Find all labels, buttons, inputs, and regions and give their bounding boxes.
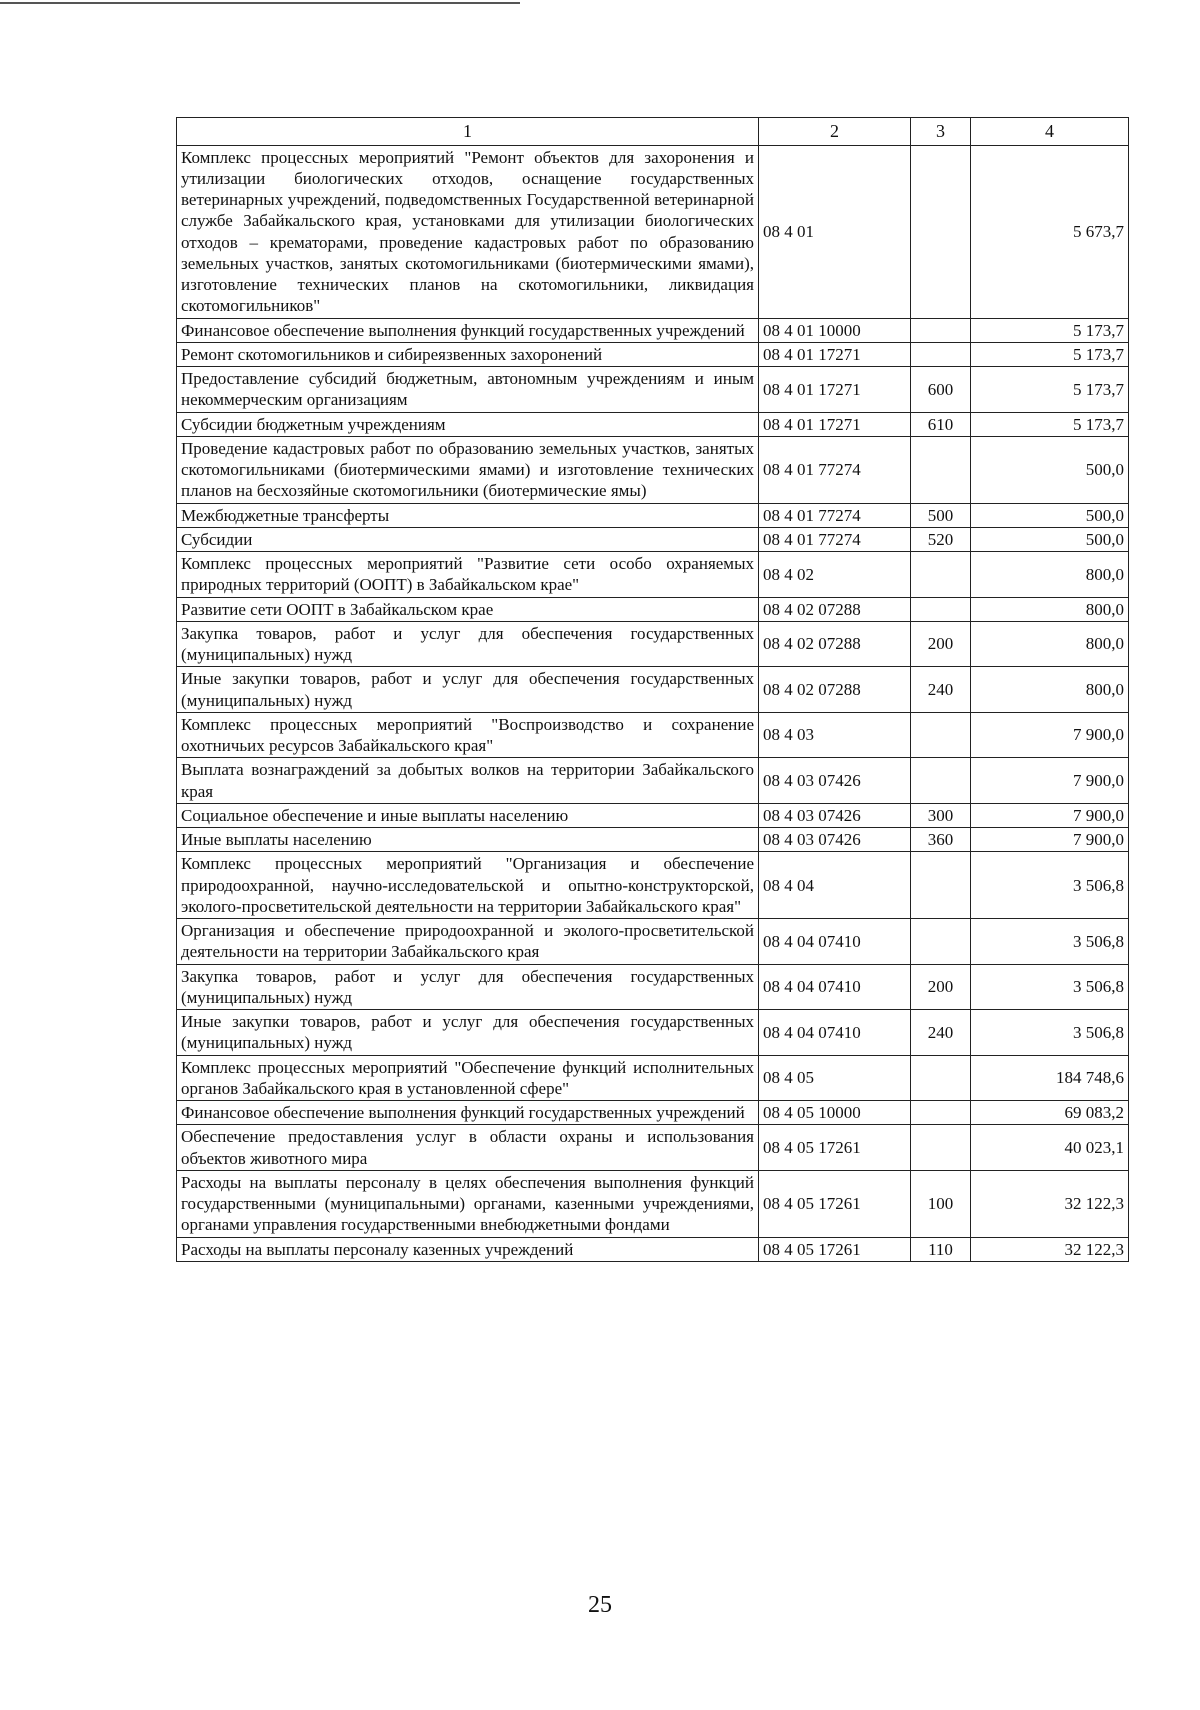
cell-expense-type: [911, 1125, 971, 1171]
cell-name: Комплекс процессных мероприятий "Организация и обеспечение природоохранной, научно-исследовательской и опытно-конструкторской, эколого-просветительской деятельности на территории Забайкальского края": [177, 852, 759, 919]
table-row: [177, 436, 1129, 503]
cell-code: 08 4 01 10000: [759, 318, 911, 342]
table-row: [177, 1101, 1129, 1125]
cell-amount: 7 900,0: [971, 828, 1129, 852]
cell-name: Финансовое обеспечение выполнения функций государственных учреждений: [177, 1101, 759, 1125]
header-col-1: 1: [177, 118, 759, 146]
cell-name: Финансовое обеспечение выполнения функций государственных учреждений: [177, 318, 759, 342]
cell-name: Развитие сети ООПТ в Забайкальском крае: [177, 597, 759, 621]
cell-expense-type: 110: [911, 1237, 971, 1261]
cell-name: Межбюджетные трансферты: [177, 503, 759, 527]
page-number: 25: [588, 1592, 612, 1618]
cell-code: 08 4 02 07288: [759, 667, 911, 713]
cell-name: Субсидии бюджетным учреждениям: [177, 412, 759, 436]
cell-amount: 5 173,7: [971, 412, 1129, 436]
cell-expense-type: 600: [911, 367, 971, 413]
table-row: [177, 1010, 1129, 1056]
table-row: [177, 367, 1129, 413]
cell-expense-type: [911, 852, 971, 919]
cell-expense-type: [911, 552, 971, 598]
table-row: [177, 964, 1129, 1010]
cell-name: Предоставление субсидий бюджетным, автономным учреждениям и иным некоммерческим организациям: [177, 367, 759, 413]
cell-name: Иные закупки товаров, работ и услуг для обеспечения государственных (муниципальных) нужд: [177, 1010, 759, 1056]
cell-amount: 800,0: [971, 621, 1129, 667]
table-row: [177, 852, 1129, 919]
cell-amount: 40 023,1: [971, 1125, 1129, 1171]
cell-amount: 800,0: [971, 597, 1129, 621]
cell-expense-type: [911, 1055, 971, 1101]
cell-expense-type: 240: [911, 667, 971, 713]
cell-name: Закупка товаров, работ и услуг для обеспечения государственных (муниципальных) нужд: [177, 964, 759, 1010]
cell-expense-type: 500: [911, 503, 971, 527]
cell-expense-type: 520: [911, 527, 971, 551]
cell-amount: 184 748,6: [971, 1055, 1129, 1101]
cell-code: 08 4 04 07410: [759, 919, 911, 965]
cell-amount: 3 506,8: [971, 852, 1129, 919]
cell-name: Комплекс процессных мероприятий "Развитие сети особо охраняемых природных территорий (ООПТ) в Забайкальском крае": [177, 552, 759, 598]
table-row: [177, 1055, 1129, 1101]
cell-amount: 5 173,7: [971, 367, 1129, 413]
table-row: [177, 621, 1129, 667]
cell-name: Закупка товаров, работ и услуг для обеспечения государственных (муниципальных) нужд: [177, 621, 759, 667]
cell-code: 08 4 05: [759, 1055, 911, 1101]
cell-expense-type: [911, 1101, 971, 1125]
cell-code: 08 4 05 10000: [759, 1101, 911, 1125]
cell-name: Социальное обеспечение и иные выплаты населению: [177, 803, 759, 827]
cell-expense-type: [911, 342, 971, 366]
cell-expense-type: [911, 145, 971, 318]
table-row: [177, 597, 1129, 621]
cell-name: Субсидии: [177, 527, 759, 551]
cell-expense-type: 200: [911, 964, 971, 1010]
cell-amount: 3 506,8: [971, 1010, 1129, 1056]
cell-code: 08 4 02 07288: [759, 597, 911, 621]
cell-expense-type: [911, 318, 971, 342]
cell-amount: 5 173,7: [971, 318, 1129, 342]
cell-code: 08 4 01 17271: [759, 367, 911, 413]
cell-expense-type: [911, 436, 971, 503]
cell-code: 08 4 03: [759, 712, 911, 758]
table-row: [177, 712, 1129, 758]
cell-name: Комплекс процессных мероприятий "Воспроизводство и сохранение охотничьих ресурсов Забайкальского края": [177, 712, 759, 758]
cell-name: Ремонт скотомогильников и сибиреязвенных захоронений: [177, 342, 759, 366]
cell-name: Проведение кадастровых работ по образованию земельных участков, занятых скотомогильниками (биотермическими ямами) и изготовление технических планов на бесхозяйные скотомогильники (биотермические ямы): [177, 436, 759, 503]
cell-code: 08 4 05 17261: [759, 1237, 911, 1261]
table-row: [177, 412, 1129, 436]
cell-code: 08 4 01 77274: [759, 527, 911, 551]
cell-code: 08 4 01 77274: [759, 503, 911, 527]
cell-amount: 800,0: [971, 552, 1129, 598]
table-header-row: [177, 118, 1129, 146]
table-row: [177, 1237, 1129, 1261]
cell-amount: 500,0: [971, 436, 1129, 503]
cell-expense-type: 240: [911, 1010, 971, 1056]
cell-code: 08 4 04 07410: [759, 964, 911, 1010]
cell-code: 08 4 05 17261: [759, 1125, 911, 1171]
cell-code: 08 4 01 77274: [759, 436, 911, 503]
table-row: [177, 803, 1129, 827]
cell-name: Обеспечение предоставления услуг в области охраны и использования объектов животного мира: [177, 1125, 759, 1171]
cell-expense-type: 360: [911, 828, 971, 852]
table-row: [177, 1170, 1129, 1237]
cell-code: 08 4 02 07288: [759, 621, 911, 667]
cell-code: 08 4 04: [759, 852, 911, 919]
table-row: [177, 318, 1129, 342]
scan-top-border: [0, 2, 520, 4]
cell-expense-type: 610: [911, 412, 971, 436]
table-row: [177, 145, 1129, 318]
cell-amount: 500,0: [971, 503, 1129, 527]
cell-amount: 32 122,3: [971, 1170, 1129, 1237]
cell-code: 08 4 02: [759, 552, 911, 598]
cell-expense-type: [911, 919, 971, 965]
cell-amount: 7 900,0: [971, 712, 1129, 758]
cell-code: 08 4 03 07426: [759, 828, 911, 852]
table-row: [177, 919, 1129, 965]
cell-amount: 5 673,7: [971, 145, 1129, 318]
cell-expense-type: 100: [911, 1170, 971, 1237]
cell-expense-type: 200: [911, 621, 971, 667]
cell-amount: 7 900,0: [971, 803, 1129, 827]
table-row: [177, 503, 1129, 527]
cell-amount: 32 122,3: [971, 1237, 1129, 1261]
budget-table: [176, 117, 1129, 1262]
table-row: [177, 552, 1129, 598]
table-row: [177, 1125, 1129, 1171]
table-body: [177, 145, 1129, 1261]
cell-code: 08 4 03 07426: [759, 758, 911, 804]
cell-code: 08 4 05 17261: [759, 1170, 911, 1237]
header-col-4: 4: [971, 118, 1129, 146]
cell-code: 08 4 01 17271: [759, 342, 911, 366]
cell-name: Комплекс процессных мероприятий "Обеспечение функций исполнительных органов Забайкальского края в установленной сфере": [177, 1055, 759, 1101]
cell-code: 08 4 03 07426: [759, 803, 911, 827]
cell-name: Иные закупки товаров, работ и услуг для обеспечения государственных (муниципальных) нужд: [177, 667, 759, 713]
table-row: [177, 828, 1129, 852]
table-row: [177, 342, 1129, 366]
cell-amount: 500,0: [971, 527, 1129, 551]
cell-amount: 5 173,7: [971, 342, 1129, 366]
cell-name: Выплата вознаграждений за добытых волков на территории Забайкальского края: [177, 758, 759, 804]
table-row: [177, 527, 1129, 551]
cell-expense-type: 300: [911, 803, 971, 827]
table-row: [177, 758, 1129, 804]
cell-name: Комплекс процессных мероприятий "Ремонт объектов для захоронения и утилизации биологических отходов, оснащение государственных ветеринарных учреждений, подведомственных Государственной ветеринарной службе Забайкальского края, установками для утилизации биологических отходов – крематорами, проведение кадастровых работ по образованию земельных участков, занятых скотомогильниками (биотермическими ямами), изготовление технических планов на скотомогильники, ликвидация скотомогильников": [177, 145, 759, 318]
cell-amount: 69 083,2: [971, 1101, 1129, 1125]
cell-expense-type: [911, 758, 971, 804]
header-col-3: 3: [911, 118, 971, 146]
cell-code: 08 4 04 07410: [759, 1010, 911, 1056]
cell-name: Иные выплаты населению: [177, 828, 759, 852]
cell-amount: 7 900,0: [971, 758, 1129, 804]
cell-amount: 3 506,8: [971, 964, 1129, 1010]
cell-name: Организация и обеспечение природоохранной и эколого-просветительской деятельности на территории Забайкальского края: [177, 919, 759, 965]
cell-expense-type: [911, 712, 971, 758]
cell-amount: 800,0: [971, 667, 1129, 713]
cell-name: Расходы на выплаты персоналу в целях обеспечения выполнения функций государственными (муниципальными) органами, казенными учреждениями, органами управления государственными внебюджетными фондами: [177, 1170, 759, 1237]
cell-code: 08 4 01: [759, 145, 911, 318]
table-row: [177, 667, 1129, 713]
cell-expense-type: [911, 597, 971, 621]
cell-amount: 3 506,8: [971, 919, 1129, 965]
header-col-2: 2: [759, 118, 911, 146]
cell-name: Расходы на выплаты персоналу казенных учреждений: [177, 1237, 759, 1261]
cell-code: 08 4 01 17271: [759, 412, 911, 436]
